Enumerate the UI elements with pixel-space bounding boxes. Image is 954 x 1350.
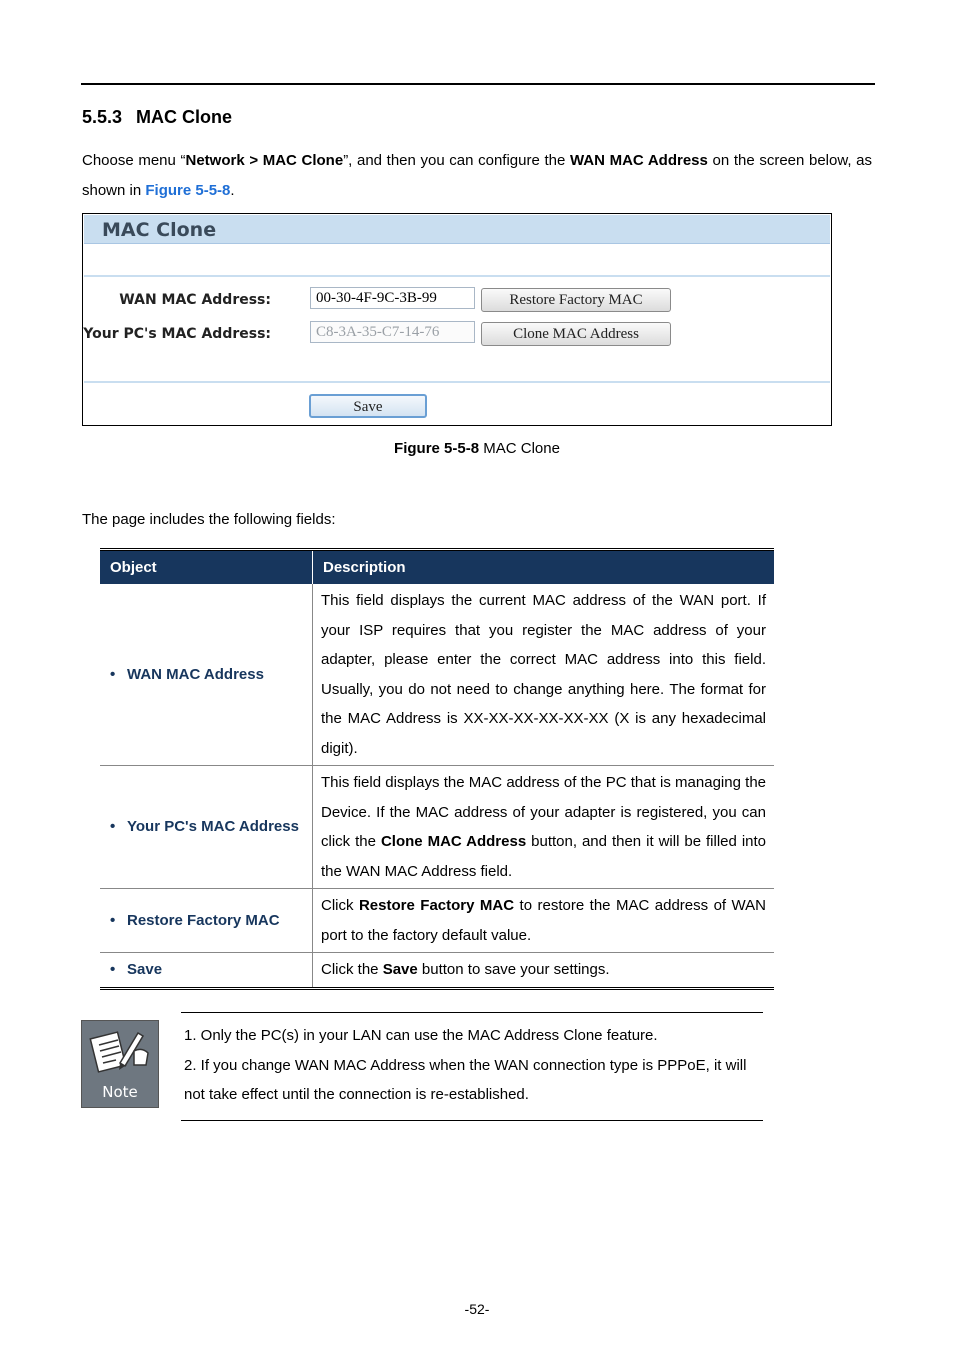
note-icon (81, 1020, 159, 1108)
pc-mac-label: Your PC's MAC Address: (83, 326, 271, 342)
bullet-icon: • (110, 911, 116, 929)
table-cell-object (100, 584, 313, 766)
panel-divider (84, 275, 830, 277)
table-header-description: Description (313, 550, 775, 585)
object-name: Save (127, 960, 163, 978)
intro-paragraph (82, 146, 872, 206)
intro-text: . (230, 182, 235, 199)
object-name: Restore Factory MAC (127, 911, 280, 929)
intro-text: ”, and then you can configure the (343, 152, 570, 169)
caption-text: MAC Clone (479, 440, 560, 457)
bullet-icon: • (110, 665, 116, 683)
description-text: This field displays the MAC address of the PC that is managing the Device. If the MAC address of your adapter is registered, you can click the (321, 774, 766, 850)
pc-mac-input: C8-3A-35-C7-14-76 (310, 321, 475, 343)
table-cell-description (313, 953, 775, 989)
clone-mac-address-button[interactable]: Clone MAC Address (481, 322, 671, 346)
figure-link[interactable]: Figure 5-5-8 (145, 182, 231, 199)
table-cell-description (313, 766, 775, 889)
table-cell-object (100, 953, 313, 989)
description-bold: Save (382, 961, 418, 978)
description-bold: Restore Factory MAC (358, 897, 515, 914)
table-cell-description (313, 889, 775, 953)
section-heading (82, 107, 232, 128)
fields-intro: The page includes the following fields: (82, 511, 336, 528)
table-cell-description: This field displays the current MAC address of the WAN port. If your ISP requires that you register the MAC address of your adapter, please enter the correct MAC address into this field. Usually, you do not need to change anything here. The format for the MAC Address is XX-XX-XX-XX-XX-XX (X is any hexadecimal digit). (313, 584, 775, 766)
description-text: button to save your settings. (417, 961, 610, 978)
note-label: Note (102, 1083, 138, 1101)
table-row (100, 953, 774, 989)
table-row (100, 584, 774, 766)
note-line: 2. If you change WAN MAC Address when the WAN connection type is PPPoE, it will not take effect until the connection is re-established. (184, 1056, 747, 1103)
table-header-object: Object (100, 550, 313, 585)
intro-text: on the screen below, as shown in (82, 152, 872, 199)
table-cell-object (100, 889, 313, 953)
wan-mac-label: WAN MAC Address: (119, 292, 271, 308)
figure-caption (0, 440, 954, 457)
object-name: Your PC's MAC Address (127, 818, 299, 835)
table-row (100, 766, 774, 889)
bullet-icon: • (110, 960, 116, 978)
description-text: Click the (321, 961, 383, 978)
intro-field-name: WAN MAC Address (569, 152, 708, 169)
note-pencil-icon (82, 1021, 158, 1083)
wan-mac-input[interactable]: 00-30-4F-9C-3B-99 (310, 287, 475, 309)
mac-clone-panel (82, 213, 832, 426)
section-title: MAC Clone (136, 107, 233, 127)
restore-factory-mac-button[interactable]: Restore Factory MAC (481, 288, 671, 312)
note-box (181, 1012, 763, 1121)
caption-label: Figure 5-5-8 (394, 440, 480, 457)
section-number: 5.5.3 (82, 107, 123, 127)
table-cell-object (100, 766, 313, 889)
intro-menu-path: Network > MAC Clone (185, 152, 344, 169)
object-name: WAN MAC Address (127, 665, 264, 683)
panel-title: MAC Clone (102, 219, 217, 241)
description-text: button, and then it will be filled into the WAN MAC Address field. (321, 833, 766, 880)
intro-text: Choose menu “ (82, 152, 186, 169)
note-line: 1. Only the PC(s) in your LAN can use the MAC Address Clone feature. (184, 1027, 658, 1044)
bullet-icon: • (110, 818, 116, 835)
top-rule (81, 83, 875, 85)
save-button[interactable]: Save (309, 394, 427, 418)
panel-divider (84, 381, 830, 383)
fields-table (100, 548, 774, 990)
description-text: to restore the MAC address of WAN port to the factory default value. (321, 897, 766, 944)
table-row (100, 889, 774, 953)
description-bold: Clone MAC Address (380, 833, 527, 850)
description-text: Click (321, 897, 359, 914)
page-number: -52- (464, 1301, 490, 1317)
panel-header (84, 215, 830, 244)
